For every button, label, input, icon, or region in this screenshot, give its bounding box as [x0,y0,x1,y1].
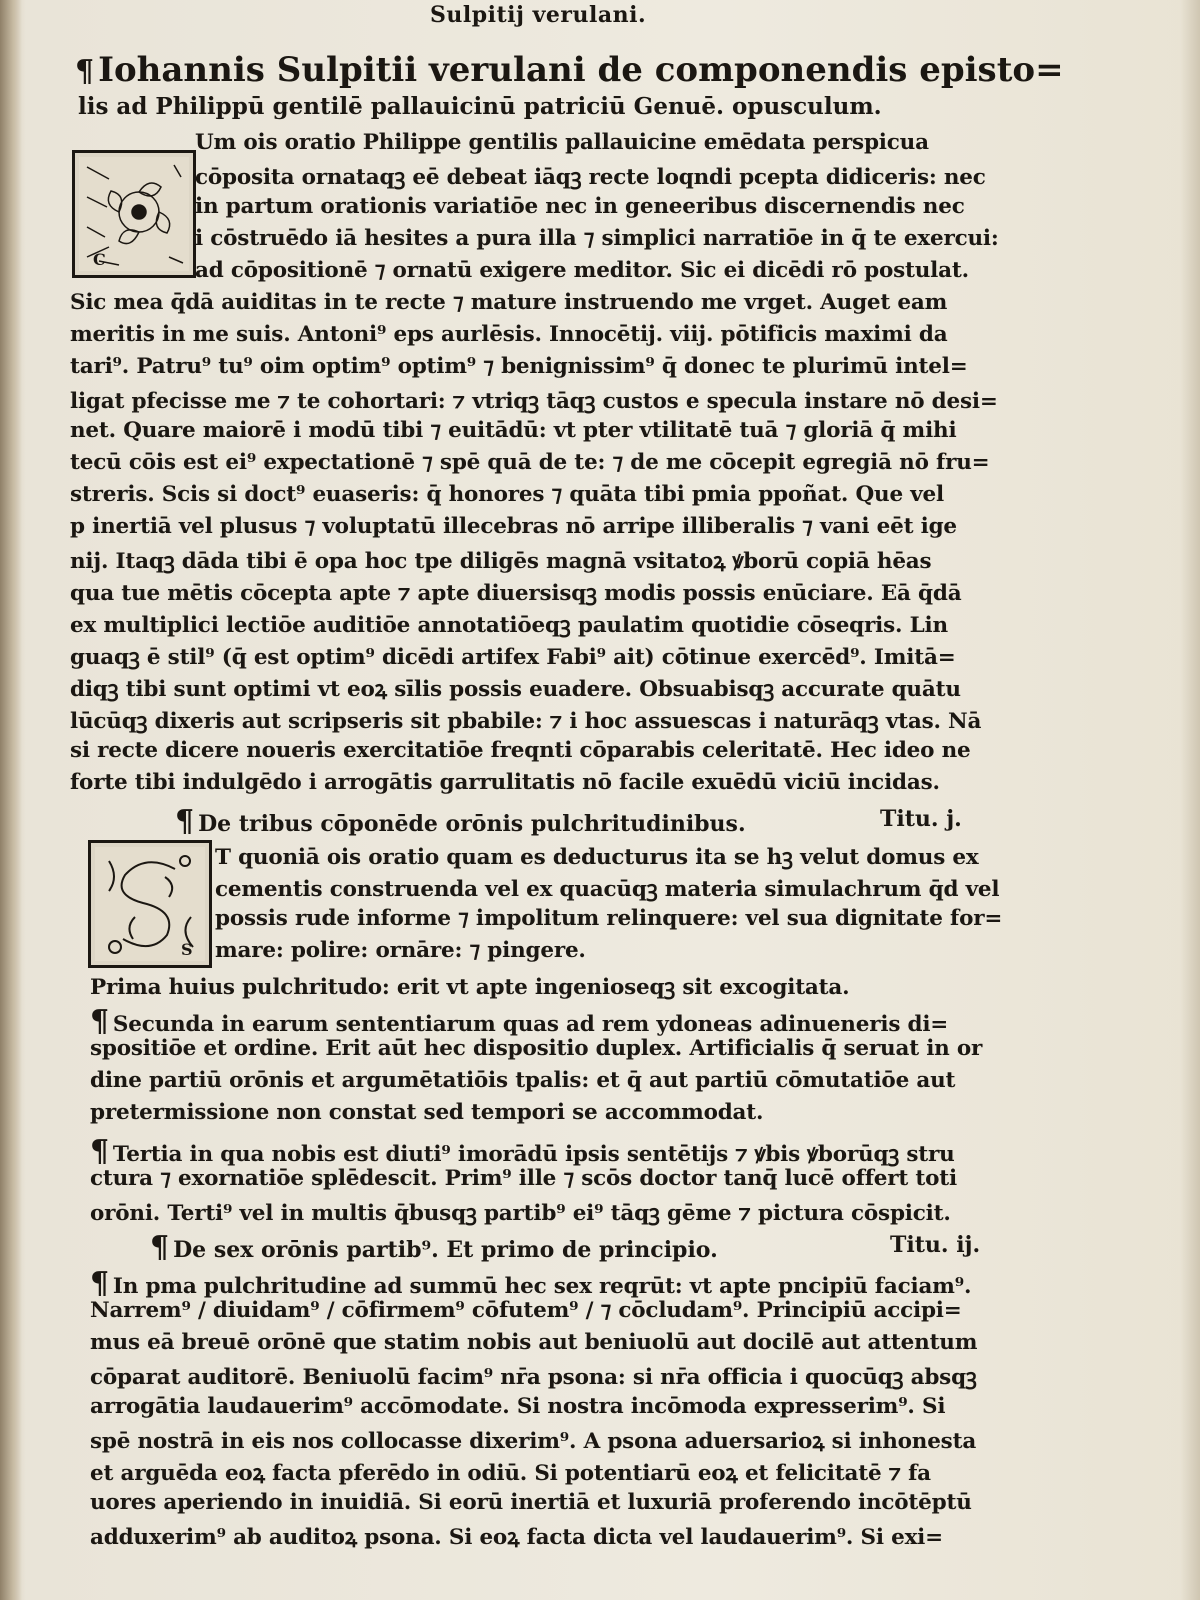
text-line: lūcūqꝫ dixeris aut scripseris sit pbabile: ⁊ i hoc assuescas i naturāqꝫ vtas. Nā [70,709,982,734]
text-line: tecū cōis est ei⁹ expectationē ⁊ spē quā de te: ⁊ de me cōcepit egregiā nō fru= [70,450,990,475]
text-line: T quoniā ois oratio quam es deducturus ita se hꝫ velut domus ex [215,845,979,870]
text-line: possis rude informe ⁊ impolitum relinquere: vel sua dignitate for= [215,906,1003,931]
text-line: et arguēda eoꝝ facta pferēdo in odiū. Si potentiarū eoꝝ et felicitatē ⁊ fa [90,1461,931,1486]
text-line: arrogātia laudauerim⁹ accōmodate. Si nostra incōmoda expresserim⁹. Si [90,1394,946,1419]
titulus-label-1: Titu. j. [880,806,962,832]
text-line: forte tibi indulgēdo i arrogātis garrulitatis nō facile exuēdū viciū incidas. [70,770,940,795]
text-line: uores aperiendo in inuidiā. Si eorū inertiā et luxuriā proferendo incōtēptū [90,1490,972,1515]
text-line: Sic mea q̄dā auiditas in te recte ⁊ mature instruendo me vrget. Auget eam [70,290,948,315]
pilcrow-mark: ¶ [90,1004,109,1039]
text-line: dine partiū orōnis et argumētatiōis tpalis: et q̄ aut partiū cōmutatiōe aut [90,1068,956,1093]
text-line: Prima huius pulchritudo: erit vt apte ingenioseqꝫ sit excogitata. [90,975,850,1000]
text-line: i cōstruēdo iā hesites a pura illa ⁊ simplici narratiōe in q̄ te exercui: [195,226,999,251]
text-line: qua tue mētis cōcepta apte ⁊ apte diuersisqꝫ modis possis enūciare. Eā q̄dā [70,581,962,606]
text-line: cōparat auditorē. Beniuolū facim⁹ nr̄a psona: si nr̄a officia i quocūqꝫ absqꝫ [90,1365,977,1390]
text-line-content: Tertia in qua nobis est diuti⁹ imorādū ipsis sentētijs ⁊ ꝟbis ꝟborūqꝫ stru [112,1142,955,1167]
text-line: in partum orationis variatiōe nec in geneeribus discernendis nec [195,194,965,219]
text-line: nij. Itaqꝫ dāda tibi ē opa hoc tpe diligēs magnā vsitatoꝝ ꝟborū copiā hēas [70,549,932,574]
initial-letter-c: C [93,250,106,269]
heading-text: De sex orōnis partib⁹. Et primo de principio. [173,1237,718,1263]
text-line: guaqꝫ ē stil⁹ (q̄ est optim⁹ dicēdi artifex Fabi⁹ ait) cōtinue exercēd⁹. Imitā= [70,645,956,670]
text-line-content: Secunda in earum sententiarum quas ad rem ydoneas adinueneris di= [112,1012,949,1037]
text-line: cementis construenda vel ex quacūqꝫ materia simulachrum q̄d vel [215,877,1000,902]
text-line: diqꝫ tibi sunt optimi vt eoꝝ sīlis possis euadere. Obsuabisqꝫ accurate quātu [70,677,961,702]
page-edge [1180,0,1200,1600]
text-line: cōposita ornataqꝫ eē debeat iāqꝫ recte loqndi pcepta didiceris: nec [195,165,986,190]
titulus-label-2: Titu. ij. [890,1232,981,1258]
text-line: ligat pfecisse me ⁊ te cohortari: ⁊ vtriqꝫ tāqꝫ custos e specula instare nō desi= [70,389,998,414]
text-line: ctura ⁊ exornatiōe splēdescit. Prim⁹ ille ⁊ scōs doctor tanq̄ lucē offert toti [90,1166,957,1191]
heading-text: De tribus cōponēde orōnis pulchritudinibus. [198,811,746,837]
text-line: mare: polire: ornāre: ⁊ pingere. [215,938,586,963]
initial-letter-s: S [181,940,193,959]
text-line: Um ois oratio Philippe gentilis pallauicine emēdata perspicua [195,130,929,155]
text-line: mus eā breuē orōnē que statim nobis aut beniuolū aut docilē aut attentum [90,1330,978,1355]
text-line: net. Quare maiorē i modū tibi ⁊ euitādū: vt pter vtilitatē tuā ⁊ gloriā q̄ mihi [70,418,957,443]
text-line: spē nostrā in eis nos collocasse dixerim⁹. A psona aduersarioꝝ si inhonesta [90,1429,977,1454]
text-line: orōni. Terti⁹ vel in multis q̄busqꝫ partib⁹ ei⁹ tāqꝫ gēme ⁊ pictura cōspicit. [90,1201,951,1226]
text-line: pretermissione non constat sed tempori se accommodat. [90,1100,764,1125]
page-gutter-shadow [0,0,22,1600]
pilcrow-mark: ¶ [175,804,195,839]
text-line-content: In pma pulchritudine ad summū hec sex reqrūt: vt apte pncipiū faciam⁹. [112,1274,972,1299]
decorated-initial-s [88,840,212,968]
floral-initial-icon [79,157,189,271]
section-heading-2 [150,1230,850,1265]
text-line-with-pilcrow [90,1004,1100,1039]
text-line: si recte dicere noueris exercitatiōe freqnti cōparabis celeritatē. Hec ideo ne [70,738,971,763]
text-line: meritis in me suis. Antoni⁹ eps aurlēsis. Innocētij. viij. pōtificis maximi da [70,322,948,347]
text-line: Narrem⁹ / diuidam⁹ / cōfirmem⁹ cōfutem⁹ / ⁊ cōcludam⁹. Principiū accipi= [90,1298,962,1323]
title-line-2: lis ad Philippū gentilē pallauicinū patriciū Genuē. opusculum. [78,93,882,120]
pilcrow-mark: ¶ [75,54,95,89]
title-line-1 [75,50,1085,90]
foliate-initial-icon [95,847,205,961]
text-line: p inertiā vel plusus ⁊ voluptatū illecebras nō arripe illiberalis ⁊ vani eēt ige [70,514,957,539]
running-head: Sulpitij verulani. [430,2,647,28]
text-line-with-pilcrow [90,1134,1100,1169]
pilcrow-mark: ¶ [150,1230,170,1265]
text-line-with-pilcrow [90,1266,1100,1301]
decorated-initial-c [72,150,196,278]
title-text-1: Iohannis Sulpitii verulani de componendis episto= [98,50,1064,90]
text-line: ex multiplici lectiōe auditiōe annotatiōeqꝫ paulatim quotidie cōseqris. Lin [70,613,948,638]
text-line: adduxerim⁹ ab auditoꝝ psona. Si eoꝝ facta dicta vel laudauerim⁹. Si exi= [90,1525,943,1550]
pilcrow-mark: ¶ [90,1134,109,1169]
pilcrow-mark: ¶ [90,1266,109,1301]
section-heading-1 [175,804,825,839]
text-line: ad cōpositionē ⁊ ornatū exigere meditor. Sic ei dicēdi rō postulat. [195,258,969,283]
text-line: tari⁹. Patru⁹ tu⁹ oim optim⁹ optim⁹ ⁊ benignissim⁹ q̄ donec te plurimū intel= [70,354,968,379]
text-line: spositiōe et ordine. Erit aūt hec dispositio duplex. Artificialis q̄ seruat in or [90,1036,983,1061]
text-line: streris. Scis si doct⁹ euaseris: q̄ honores ⁊ quāta tibi pmia ppoñat. Que vel [70,482,944,507]
